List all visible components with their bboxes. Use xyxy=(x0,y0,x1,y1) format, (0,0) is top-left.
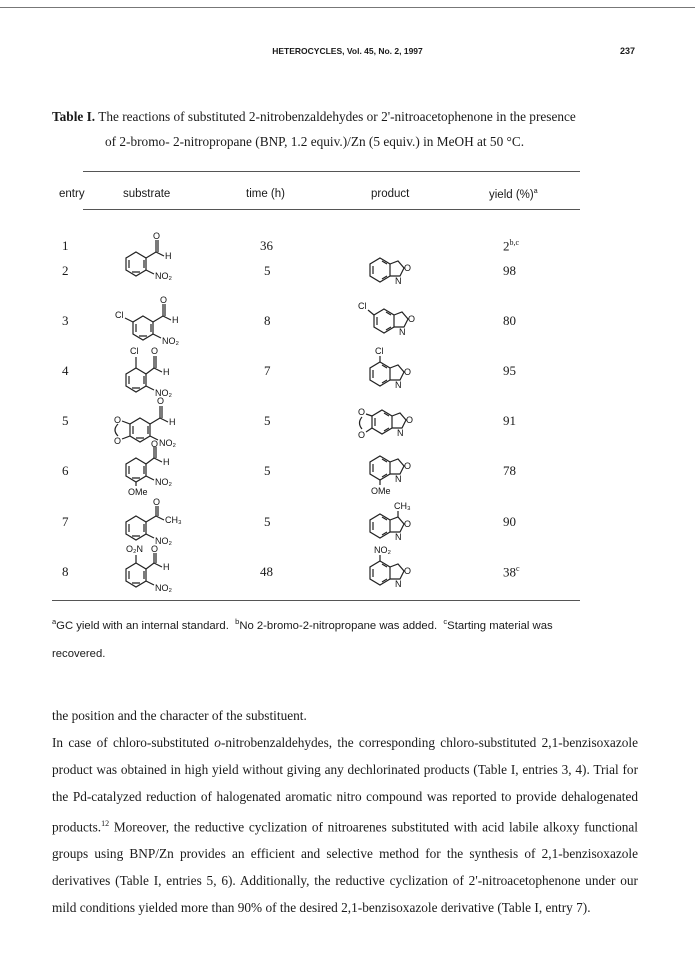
chloro-label: Cl xyxy=(375,346,384,356)
ring-n-label: N xyxy=(395,474,402,484)
time-4: 7 xyxy=(264,363,271,378)
product-structure-5 xyxy=(354,400,430,446)
aldehyde-h-label: H xyxy=(163,562,170,572)
column-header-entry: entry xyxy=(59,188,85,200)
substrate-structure-6 xyxy=(120,439,190,498)
yield-8-value: 38 xyxy=(503,564,516,580)
entry-1: 1 xyxy=(62,238,69,253)
substrate-structure-5 xyxy=(108,392,192,448)
yield-5: 91 xyxy=(503,413,516,428)
ring-n-label: N xyxy=(395,380,402,390)
aldehyde-h-label: H xyxy=(163,367,170,377)
carbonyl-o-label: O xyxy=(151,439,159,449)
column-header-substrate: substrate xyxy=(123,188,171,200)
table-footnotes xyxy=(52,608,652,668)
paragraph-2-part-b: -nitrobenzaldehydes, the corresponding chloro-substituted 2,1-benzisoxazole product was obtained in high yield without giving any dechlorinated products (Table I, entries 3, 4). Trial for the Pd-catalyzed reduction of halogenated aromatic nitro compound was reported to provide dehalogenated products. xyxy=(52,735,638,835)
entry-4: 4 xyxy=(62,363,69,378)
nitro-label: O₂N xyxy=(126,544,143,554)
top-rule xyxy=(0,7,695,8)
carbonyl-o-label: O xyxy=(157,396,165,406)
yield-3: 80 xyxy=(503,313,516,328)
column-header-product: product xyxy=(371,188,410,200)
table-label: Table I. xyxy=(52,109,96,124)
table-caption-line1: The reactions of substituted 2-nitrobenzaldehydes or 2'-nitroacetophenone in the presence xyxy=(98,109,576,124)
carbonyl-o-label: O xyxy=(160,295,168,305)
aldehyde-h-label: H xyxy=(165,251,172,261)
substrate-structure-1-2 xyxy=(120,230,190,282)
body-text xyxy=(52,702,638,921)
ring-n-label: N xyxy=(395,276,402,286)
time-3: 8 xyxy=(264,313,271,328)
footnote-a-mark: a xyxy=(52,617,57,626)
nitro-label: NO₂ xyxy=(162,336,179,346)
ring-n-label: N xyxy=(395,532,402,542)
footnote-b-mark: b xyxy=(235,617,240,626)
methoxy-label: OMe xyxy=(371,486,391,496)
paragraph-1: the position and the character of the substituent. xyxy=(52,708,307,723)
yield-2: 98 xyxy=(503,263,516,278)
ring-o-label: O xyxy=(404,519,412,529)
substrate-structure-8 xyxy=(118,543,190,593)
nitro-label: NO₂ xyxy=(159,438,176,448)
product-structure-8 xyxy=(366,545,426,591)
yield-header-footnote-mark: a xyxy=(533,188,538,195)
footnote-c-continued: recovered. xyxy=(52,647,106,660)
table-caption-line2: of 2-bromo- 2-nitropropane (BNP, 1.2 equiv.)/Zn (5 equiv.) in MeOH at 50 °C. xyxy=(105,134,525,149)
substrate-structure-7 xyxy=(120,497,194,546)
ring-n-label: N xyxy=(395,579,402,589)
carbonyl-o-label: O xyxy=(153,497,161,507)
table-header-rule xyxy=(83,209,580,210)
column-header-time: time (h) xyxy=(246,188,285,200)
yield-1-value: 2 xyxy=(503,238,510,254)
footnote-c-mark: c xyxy=(443,617,448,626)
aldehyde-h-label: H xyxy=(163,457,170,467)
yield-8 xyxy=(503,564,520,580)
entry-5: 5 xyxy=(62,413,69,428)
ring-o-label: O xyxy=(406,415,414,425)
time-6: 5 xyxy=(264,463,271,478)
nitro-label: NO₂ xyxy=(374,545,391,555)
nitro-label: NO₂ xyxy=(155,271,172,281)
product-structure-7 xyxy=(366,500,426,546)
footnote-b: No 2-bromo-2-nitropropane was added. xyxy=(239,619,438,632)
substrate-structure-4 xyxy=(120,342,190,398)
entry-6: 6 xyxy=(62,463,69,478)
product-structure-6 xyxy=(366,450,426,500)
aldehyde-h-label: H xyxy=(169,417,176,427)
nitro-label: NO₂ xyxy=(155,477,172,487)
nitro-label: NO₂ xyxy=(155,388,172,398)
chloro-label: Cl xyxy=(358,301,367,311)
dioxole-o-label: O xyxy=(358,430,366,440)
time-2: 5 xyxy=(264,263,271,278)
time-5: 5 xyxy=(264,413,271,428)
ring-o-label: O xyxy=(404,566,412,576)
column-header-yield xyxy=(489,188,538,201)
yield-7: 90 xyxy=(503,514,516,529)
substrate-structure-3 xyxy=(113,292,193,348)
product-structure-4 xyxy=(366,346,426,394)
yield-6: 78 xyxy=(503,463,516,478)
entry-2: 2 xyxy=(62,263,69,278)
product-structure-3 xyxy=(356,297,432,343)
table-bottom-rule xyxy=(52,600,580,601)
ring-o-label: O xyxy=(404,263,412,273)
carbonyl-o-label: O xyxy=(151,346,159,356)
time-7: 5 xyxy=(264,514,271,529)
footnote-c: Starting material was xyxy=(447,619,553,632)
dioxole-o-label: O xyxy=(358,407,366,417)
paragraph-2-part-a: In case of chloro-substituted xyxy=(52,735,215,750)
dioxole-o-label: O xyxy=(114,415,122,425)
entry-8: 8 xyxy=(62,564,69,579)
time-1: 36 xyxy=(260,238,273,253)
ring-o-label: O xyxy=(404,367,412,377)
methoxy-label: OMe xyxy=(128,487,148,497)
yield-4: 95 xyxy=(503,363,516,378)
ring-n-label: N xyxy=(397,428,404,438)
methyl-label: CH₃ xyxy=(394,501,411,511)
paragraph-2-part-c: Moreover, the reductive cyclization of nitroarenes substituted with acid labile alkoxy functional groups using BNP/Zn provides an efficient and selective method for the synthesis of 2,1-benzisoxazole derivatives (Table I, entries 5, 6). Additionally, the reductive cyclization of 2'-nitroacetophenone under our mild conditions yielded more than 90% of the desired 2,1-benzisoxazole derivative (Table I, entry 7). xyxy=(52,819,638,916)
entry-7: 7 xyxy=(62,514,69,529)
chloro-label: Cl xyxy=(115,310,124,320)
nitro-label: NO₂ xyxy=(155,536,172,546)
entry-3: 3 xyxy=(62,313,69,328)
ring-o-label: O xyxy=(408,314,416,324)
nitro-label: NO₂ xyxy=(155,583,172,593)
column-header-yield-label: yield (%) xyxy=(489,188,534,201)
dioxole-o-label: O xyxy=(114,436,122,446)
aldehyde-h-label: H xyxy=(172,315,179,325)
carbonyl-o-label: O xyxy=(151,544,159,554)
running-head: HETEROCYCLES, Vol. 45, No. 2, 1997 xyxy=(272,46,423,56)
table-caption xyxy=(52,104,652,154)
page-number: 237 xyxy=(619,46,635,56)
time-8: 48 xyxy=(260,564,273,579)
table-top-rule xyxy=(83,171,580,172)
paragraph-2 xyxy=(52,729,638,921)
yield-1 xyxy=(503,238,519,254)
paragraph-2-italic: o xyxy=(214,735,221,750)
footnote-a: GC yield with an internal standard. xyxy=(56,619,229,632)
methyl-label: CH₃ xyxy=(165,515,182,525)
reference-mark: 12 xyxy=(101,819,110,828)
yield-8-footnote-mark: c xyxy=(516,564,520,573)
chloro-label: Cl xyxy=(130,346,139,356)
yield-1-footnote-mark: b,c xyxy=(509,238,520,247)
carbonyl-o-label: O xyxy=(153,231,161,241)
product-structure-2 xyxy=(366,250,426,290)
ring-o-label: O xyxy=(404,461,412,471)
ring-n-label: N xyxy=(399,327,406,337)
